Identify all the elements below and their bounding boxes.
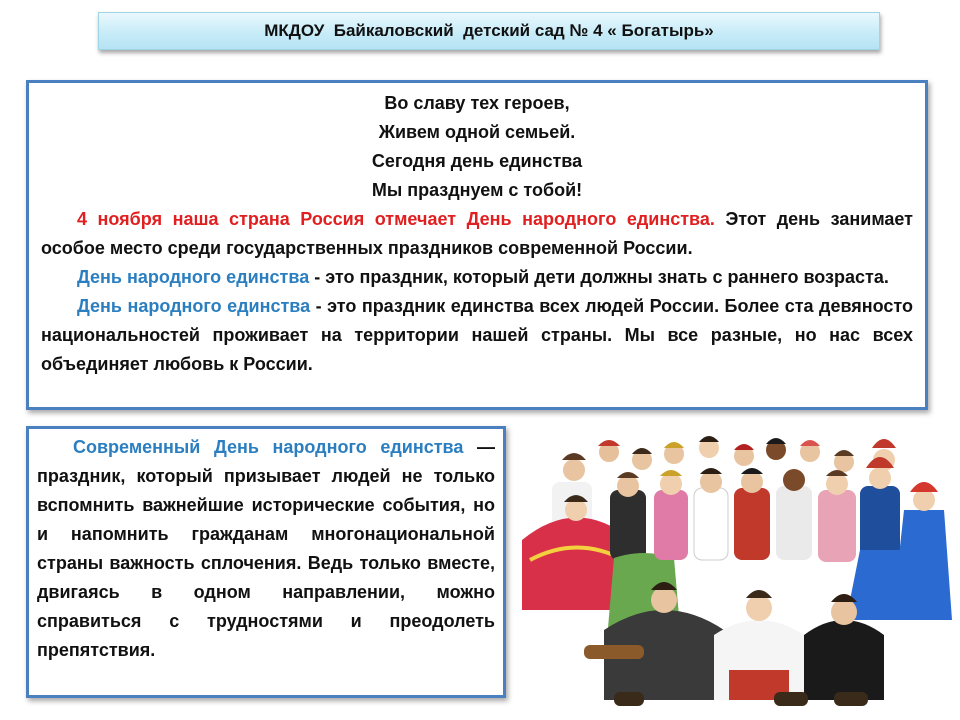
text-panel-top (26, 80, 928, 410)
highlight-red: 4 ноября наша страна Россия отмечает День народного единства. (77, 209, 715, 229)
poem (41, 89, 913, 205)
paragraph-unity (41, 292, 913, 379)
people-in-costumes-image (514, 430, 954, 714)
paragraph-text: Этот день занимает особое место среди государственных праздников современной России. (41, 209, 913, 258)
paragraph-text: - это праздник, который дети должны знать с раннего возраста. (309, 267, 889, 287)
page-title: МКДОУ Байкаловский детский сад № 4 « Богатырь» (98, 12, 880, 50)
highlight-blue: День народного единства (77, 267, 310, 287)
highlight-blue: День народного единства (77, 296, 311, 316)
poem-line-2: Живем одной семьей. (378, 122, 576, 142)
crowd-middle-row (522, 457, 952, 628)
paragraph-text: - это праздник единства всех людей России. Более ста девяносто национальностей проживает на территории нашей страны. Мы все разные, но нас всех объединяет любовь к России. (41, 296, 914, 374)
poem-line-1: Во славу тех героев, (384, 93, 570, 113)
paragraph-text: — праздник, который призывает людей не только вспомнить важнейшие исторические события, но и напомнить гражданам многонациональной страны важность сплочения. Ведь только вместе, двигаясь в одном направлении, можно справиться с трудностями и преодолеть препятствия. (37, 437, 495, 660)
highlight-blue: Современный День народного единства (73, 437, 464, 457)
paragraph-children (41, 263, 913, 292)
poem-line-3: Сегодня день единства (371, 151, 583, 171)
poem-line-4: Мы празднуем с тобой! (371, 180, 583, 200)
paragraph-november-4 (41, 205, 913, 263)
paragraph-modern-day (37, 433, 495, 665)
text-panel-bottom (26, 426, 506, 698)
